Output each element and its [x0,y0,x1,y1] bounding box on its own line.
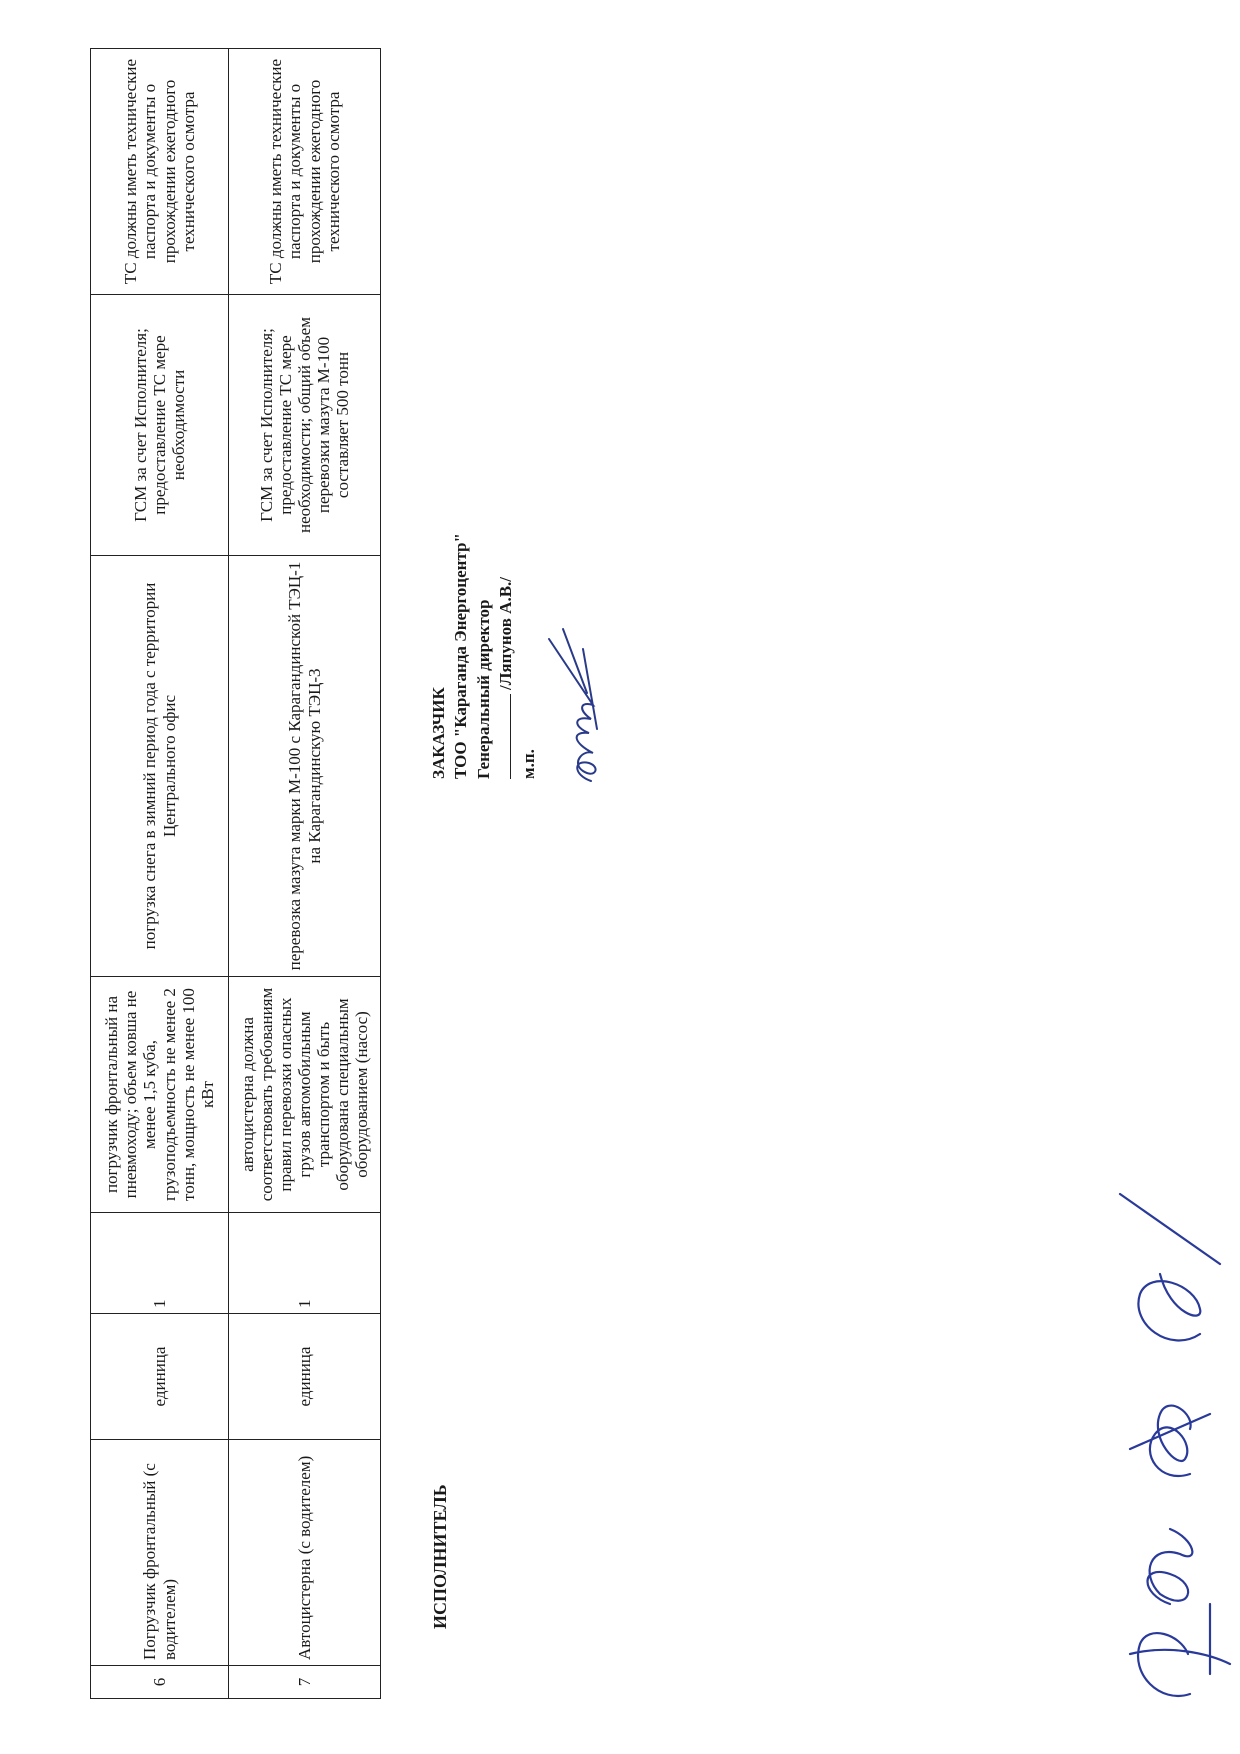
executor-label: ИСПОЛНИТЕЛЬ [430,1484,450,1629]
customer-position: Генеральный директор [473,599,493,779]
fuel-conditions: ГСМ за счет Исполнителя; предоставление ТС мере необходимости [91,295,229,556]
row-number: 6 [91,1666,229,1699]
signature-blank [510,694,511,779]
customer-signature-block [428,533,540,779]
vehicle-specification: погрузчик фронтальный на пневмоходу; объем ковша не менее 1,5 куба, грузоподъемность не менее 2 тонн, мощность не менее 100 кВт [91,977,229,1213]
vehicle-name: Погрузчик фронтальный (с водителем) [91,1440,229,1666]
fuel-conditions: ГСМ за счет Исполнителя; предоставление ТС мере необходимости; общий объем перевозки мазута М-100 составляет 500 тонн [229,295,381,556]
customer-sign-line [495,533,517,779]
customer-label: ЗАКАЗЧИК [429,687,448,779]
row-number: 7 [229,1666,381,1699]
table-row [229,49,381,1699]
table-row [91,49,229,1699]
quantity: 1 [91,1213,229,1314]
vehicle-requirements: ТС должны иметь технические паспорта и документы о прохождении ежегодного технического осмотра [229,49,381,295]
quantity: 1 [229,1213,381,1314]
handwritten-initials [1100,1174,1240,1714]
stamp-place: м.п. [518,749,538,779]
unit-of-measure: единица [91,1314,229,1440]
vehicle-specification: автоцистерна должна соответствовать требованиям правил перевозки опасных грузов автомобильным транспортом и быть оборудована специальным оборудованием (насос) [229,977,381,1213]
work-description: погрузка снега в зимний период года с территории Центрального офис [91,556,229,977]
handwritten-signature [543,609,613,789]
vehicle-name: Автоцистерна (с водителем) [229,1440,381,1666]
unit-of-measure: единица [229,1314,381,1440]
services-table [90,48,381,1699]
vehicle-requirements: ТС должны иметь технические паспорта и документы о прохождении ежегодного технического осмотра [91,49,229,295]
customer-company: ТОО "Караганда Энергоцентр" [451,533,471,779]
work-description: перевозка мазута марки М-100 с Карагандинской ТЭЦ-1 на Карагандинскую ТЭЦ-3 [229,556,381,977]
customer-name: /Ляпунов А.В./ [496,576,516,690]
